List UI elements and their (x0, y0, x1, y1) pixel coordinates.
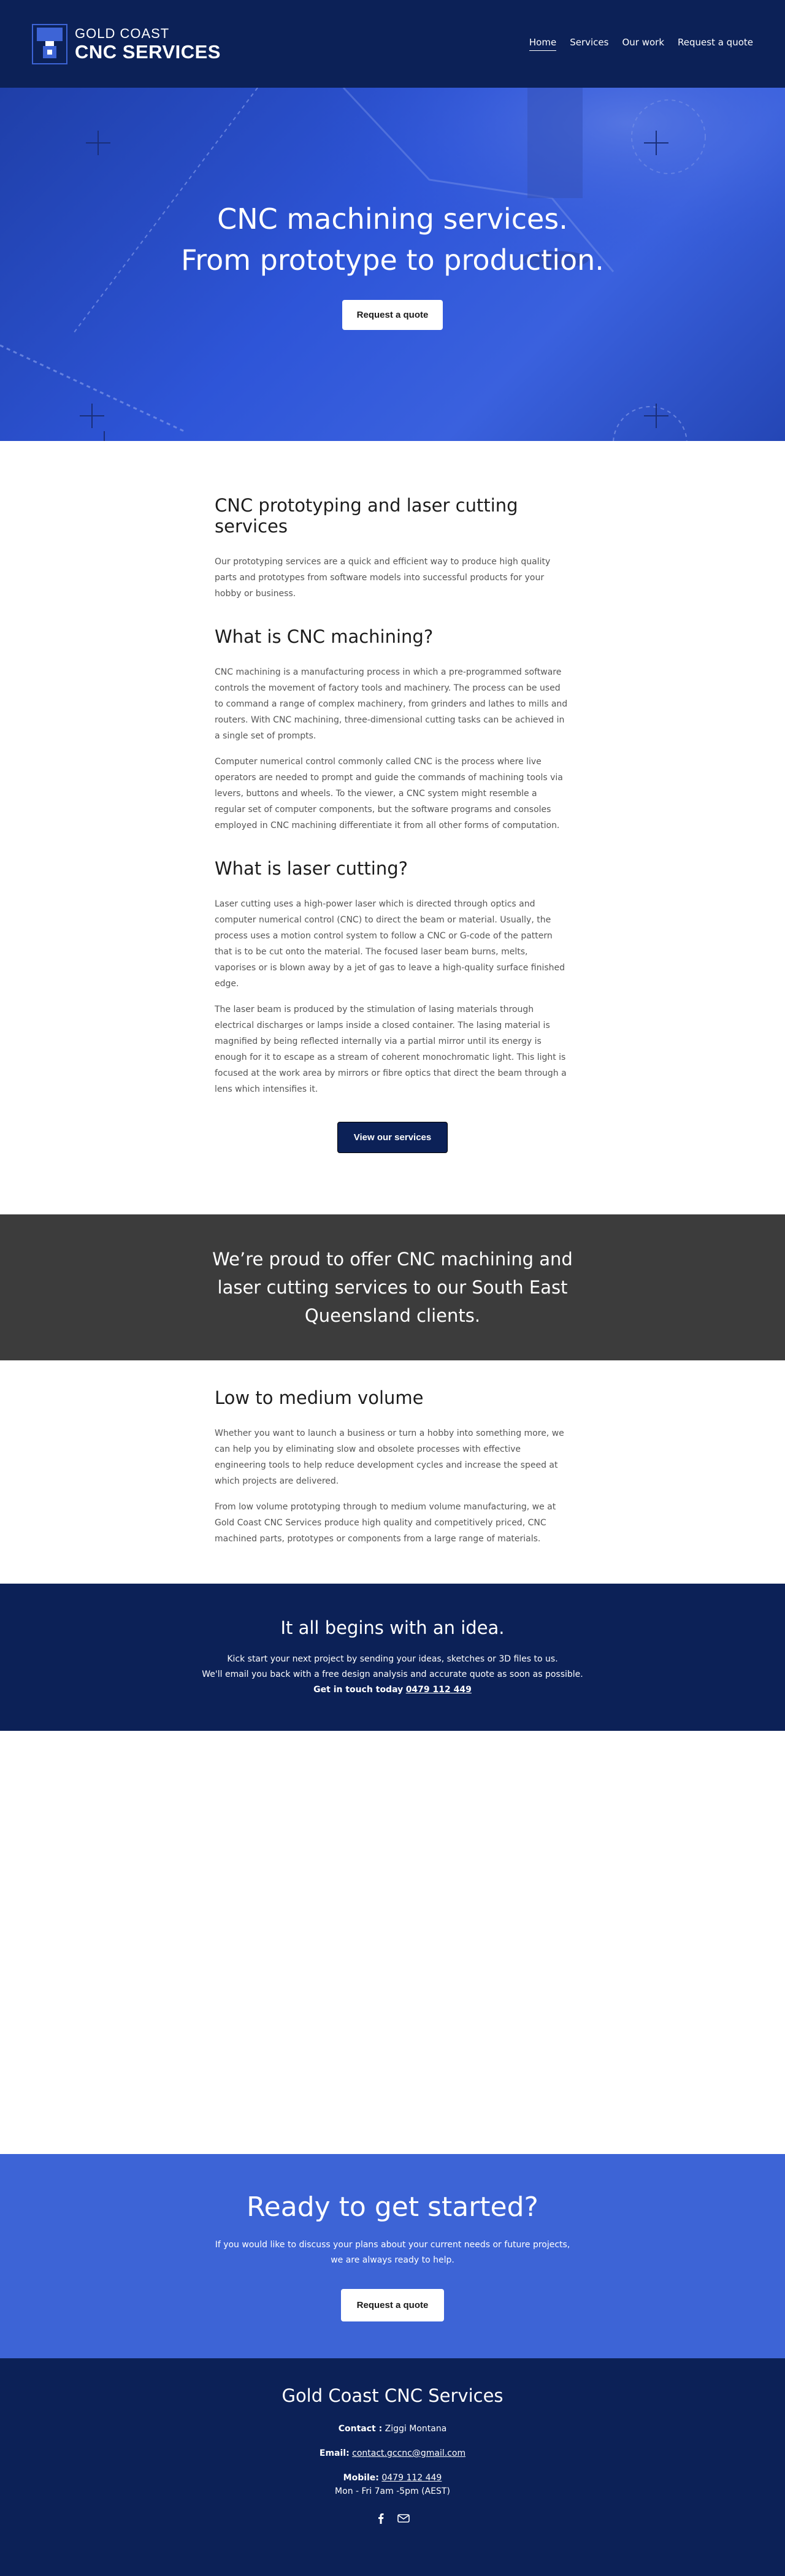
logo-line1: GOLD COAST (75, 25, 170, 41)
hero-title (181, 199, 604, 280)
logo-line2: CNC SERVICES (75, 40, 221, 63)
ready-text: If you would like to discuss your plans about your current needs or future projects, we are always ready to help. (215, 2239, 570, 2265)
hero-title-line1: CNC machining services. (217, 202, 568, 236)
paragraph-cnc-2: Computer numerical control commonly called CNC is the process where live operators are needed to prompt and guide the commands of machining tools via levers, buttons and wheels. To the viewer, a CNC system might resemble a regular set of computer components, but the software programs and consoles employed in CNC machining differentiate it from all other forms of computation. (215, 757, 563, 830)
paragraph-volume-2: From low volume prototyping through to medium volume manufacturing, we at Gold Coast CNC Services produce high quality and competitively priced, CNC machined parts, prototypes or components from a large range of materials. (215, 1502, 556, 1544)
idea-cta (313, 1682, 472, 1698)
footer-mobile (0, 2471, 785, 2498)
footer-email-link[interactable]: contact.gccnc@gmail.com (352, 2448, 466, 2458)
idea-line1: Kick start your next project by sending your ideas, sketches or 3D files to us. (227, 1654, 558, 1664)
site-logo[interactable] (32, 24, 221, 64)
volume-section (215, 1360, 570, 1584)
footer-mobile-label: Mobile: (343, 2473, 379, 2483)
paragraph-volume-1: Whether you want to launch a business or turn a hobby into something more, we can help you by eliminating slow and obsolete processes with effective engineering tools to help reduce development cycles and increase the speed at which projects are delivered. (215, 1428, 564, 1486)
site-header (0, 0, 785, 88)
footer-contact (0, 2422, 785, 2436)
site-footer (0, 2358, 785, 2576)
idea-heading: It all begins with an idea. (280, 1617, 505, 1638)
nav-request-quote[interactable]: Request a quote (678, 37, 753, 48)
idea-section (0, 1584, 785, 1731)
main-nav (529, 37, 753, 51)
footer-email (0, 2447, 785, 2460)
footer-contact-label: Contact : (338, 2424, 383, 2434)
proud-band (0, 1214, 785, 1360)
footer-heading: Gold Coast CNC Services (281, 2385, 504, 2406)
hero-title-line2: From prototype to production. (181, 243, 604, 277)
facebook-icon[interactable] (375, 2513, 386, 2524)
ready-heading: Ready to get started? (247, 2191, 538, 2223)
footer-mobile-link[interactable]: 0479 112 449 (381, 2473, 442, 2483)
heading-what-is-cnc: What is CNC machining? (215, 626, 434, 647)
paragraph-laser-2: The laser beam is produced by the stimulation of lasing materials through electrical discharges or lamps inside a closed container. The lasing material is magnified by being reflected internally via a partial mirror until its energy is enough for it to escape as a stream of coherent monochromatic light. This light is focused at the work area by mirrors or fibre optics that direct the beam through a lens which intensifies it. (215, 1005, 567, 1094)
footer-contact-value: Ziggi Montana (385, 2424, 447, 2434)
nav-our-work[interactable]: Our work (622, 37, 665, 48)
ready-request-quote-button[interactable]: Request a quote (341, 2289, 445, 2321)
nav-home[interactable]: Home (529, 37, 556, 51)
hero (0, 88, 785, 441)
idea-line2: We'll email you back with a free design analysis and accurate quote as soon as possible. (202, 1669, 583, 1679)
footer-email-label: Email: (319, 2448, 350, 2458)
footer-hours: Mon - Fri 7am -5pm (AEST) (335, 2486, 450, 2496)
paragraph-laser-1: Laser cutting uses a high-power laser which is directed through optics and computer numerical control (CNC) to direct the beam or material. Usually, the process uses a motion control system to follow a CNC or G-code of the pattern that is to be cut onto the material. The focused laser beam burns, melts, vaporises or is blown away by a jet of gas to leave a high-quality surface finished edge. (215, 899, 565, 989)
heading-low-medium-volume: Low to medium volume (215, 1387, 424, 1408)
ready-section (0, 2154, 785, 2358)
hero-request-quote-button[interactable]: Request a quote (342, 300, 443, 330)
cnc-logo-icon (32, 24, 67, 64)
heading-cnc-prototyping: CNC prototyping and laser cutting services (215, 495, 518, 537)
paragraph-prototyping: Our prototyping services are a quick and efficient way to produce high quality parts and prototypes from software models into successful products for your hobby or business. (215, 557, 551, 599)
intro-section (215, 441, 570, 1214)
empty-space (0, 1731, 785, 2154)
heading-what-is-laser: What is laser cutting? (215, 858, 408, 879)
idea-cta-label: Get in touch today (313, 1684, 404, 1695)
view-services-button[interactable]: View our services (337, 1122, 448, 1153)
email-icon[interactable] (397, 2513, 410, 2524)
idea-phone-link[interactable]: 0479 112 449 (405, 1684, 472, 1695)
nav-services[interactable]: Services (570, 37, 609, 48)
paragraph-cnc-1: CNC machining is a manufacturing process in which a pre-programmed software controls the movement of factory tools and machinery. The process can be used to command a range of complex machinery, from grinders and lathes to mills and routers. With CNC machining, three-dimensional cutting tasks can be achieved in a single set of prompts. (215, 667, 568, 741)
social-links (0, 2513, 785, 2524)
proud-text: We’re proud to offer CNC machining and laser cutting services to our South East Queensland clients. (212, 1249, 573, 1326)
